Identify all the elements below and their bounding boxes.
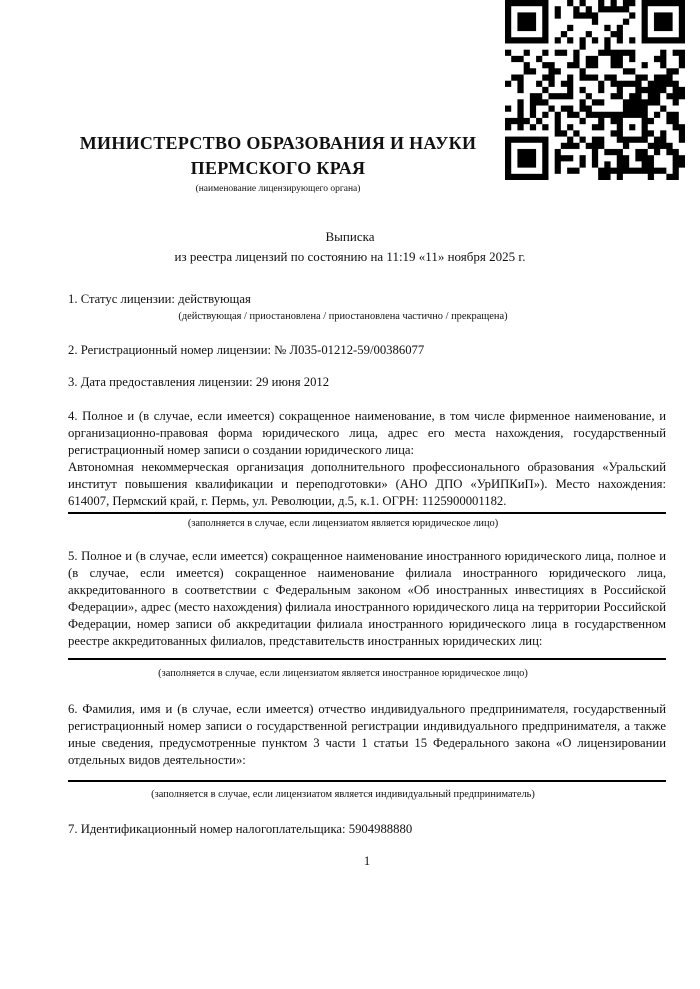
ministry-name-line2: ПЕРМСКОГО КРАЯ <box>190 158 366 178</box>
ministry-name-line1: МИНИСТЕРСТВО ОБРАЗОВАНИЯ И НАУКИ <box>79 133 477 153</box>
qr-code-icon <box>505 0 685 180</box>
license-status-line: 1. Статус лицензии: действующая <box>68 292 251 306</box>
license-grant-date-line: 3. Дата предоставления лицензии: 29 июня 2012 <box>68 375 330 389</box>
page-number: 1 <box>363 854 371 868</box>
foreign-entity-caption: (заполняется в случае, если лицензиатом является иностранное юридическое лицо) <box>158 668 528 679</box>
document-title-line2: из реестра лицензий по состоянию на 11:19 «11» ноября 2025 г. <box>174 249 526 264</box>
license-status-caption: (действующая / приостановлена / приостановлена частично / прекращена) <box>178 311 508 322</box>
licensing-authority-caption: (наименование лицензирующего органа) <box>195 184 361 194</box>
qr-code <box>505 0 685 180</box>
license-registration-number-line: 2. Регистрационный номер лицензии: № Л035-01212-59/00386077 <box>68 343 425 357</box>
entrepreneur-caption: (заполняется в случае, если лицензиатом является индивидуальный предприниматель) <box>151 789 535 800</box>
foreign-entity-label: 5. Полное и (в случае, если имеется) сокращенное наименование иностранного юридического лица, полное и (в случае, если имеется) сокращенное наименование филиала иностранного юридического лица, аккредитованного в соответствии с Федеральным законом «Об иностранных инвестициях в Российской Федерации», адрес (место нахождения) филиала иностранного юридического лица на территории Российской Федерации, номер записи об аккредитации филиала иностранного юридического лица в государственном реестре аккредитованных филиалов, представительств иностранных юридических лиц: <box>68 549 666 648</box>
entrepreneur-label: 6. Фамилия, имя и (в случае, если имеется) отчество индивидуального предпринимателя, государственный регистрационный номер записи о государственной регистрации индивидуального предпринимателя, а также иные сведения, предусмотренные пунктом 3 части 1 статьи 15 Федерального закона «О лицензировании отдельных видов деятельности»: <box>68 702 666 767</box>
foreign-entity-fill-line <box>68 658 666 660</box>
legal-entity-value: Автономная некоммерческая организация дополнительного профессионального образования «Уральский институт повышения квалификации и переподготовки» (АНО ДПО «УрИПКиП»). Место нахождения: 614007, Пермский край, г. Пермь, ул. Революции, д.5, к.1. ОГРН: 1125900001182. <box>68 460 666 508</box>
document-title <box>68 227 666 267</box>
legal-entity-label: 4. Полное и (в случае, если имеется) сокращенное наименование, в том числе фирменное наименование, и организационно-правовая форма юридического лица, адрес его места нахождения, государственный регистрационный номер записи о создании юридического лица: <box>68 409 666 457</box>
licensing-authority-block <box>68 78 488 196</box>
entrepreneur-fill-line <box>68 780 666 782</box>
taxpayer-id-line: 7. Идентификационный номер налогоплательщика: 5904988880 <box>68 822 413 836</box>
legal-entity-caption: (заполняется в случае, если лицензиатом является юридическое лицо) <box>187 518 499 529</box>
document-header <box>68 0 666 194</box>
legal-entity-fill-line <box>68 512 666 514</box>
document-title-line1: Выписка <box>325 229 375 244</box>
